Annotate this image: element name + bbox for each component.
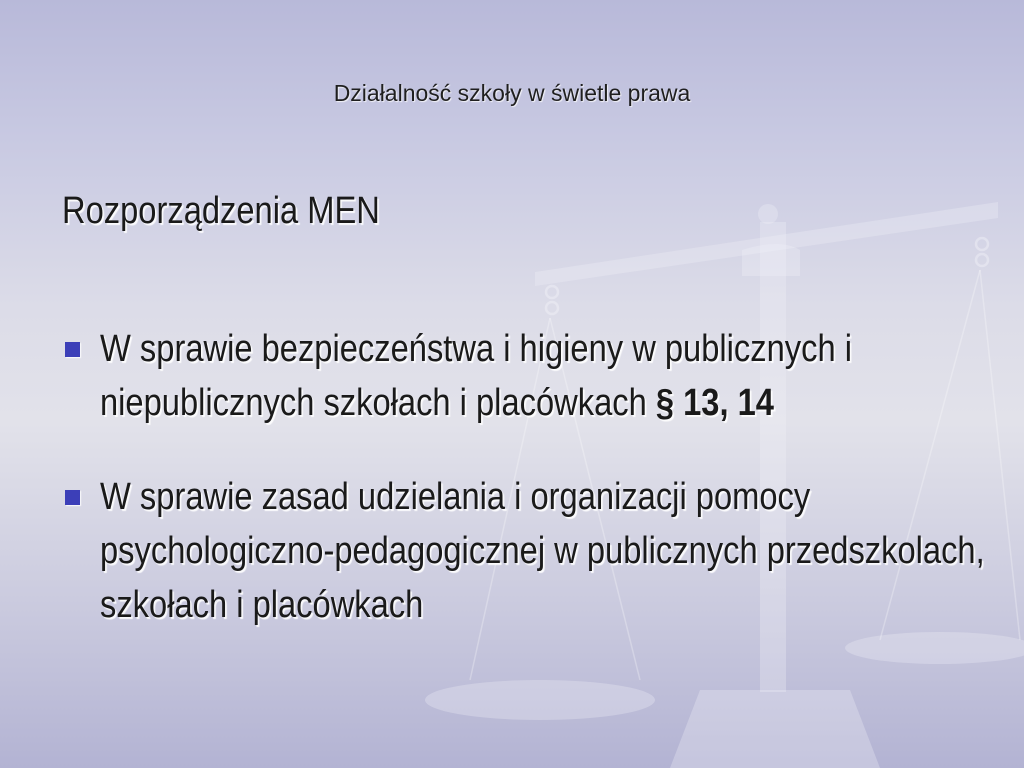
bullet-list [62, 322, 1022, 672]
bullet-body: W sprawie bezpieczeństwa i higieny w publicznych i niepublicznych szkołach i placówkach [100, 328, 852, 424]
bullet-text [100, 470, 1024, 632]
section-heading: Rozporządzenia MEN [62, 190, 380, 232]
square-bullet-icon [65, 342, 80, 357]
paragraph-reference: § 13, 14 [655, 382, 774, 424]
bullet-text [100, 322, 1024, 430]
slide-title: Działalność szkoły w świetle prawa [333, 80, 691, 106]
list-item [62, 470, 1022, 632]
bullet-body: W sprawie zasad udzielania i organizacji pomocy psychologiczno-pedagogicznej w publicznych przedszkolach, szkołach i placówkach [100, 476, 985, 626]
square-bullet-icon [65, 490, 80, 505]
list-item [62, 322, 1022, 430]
